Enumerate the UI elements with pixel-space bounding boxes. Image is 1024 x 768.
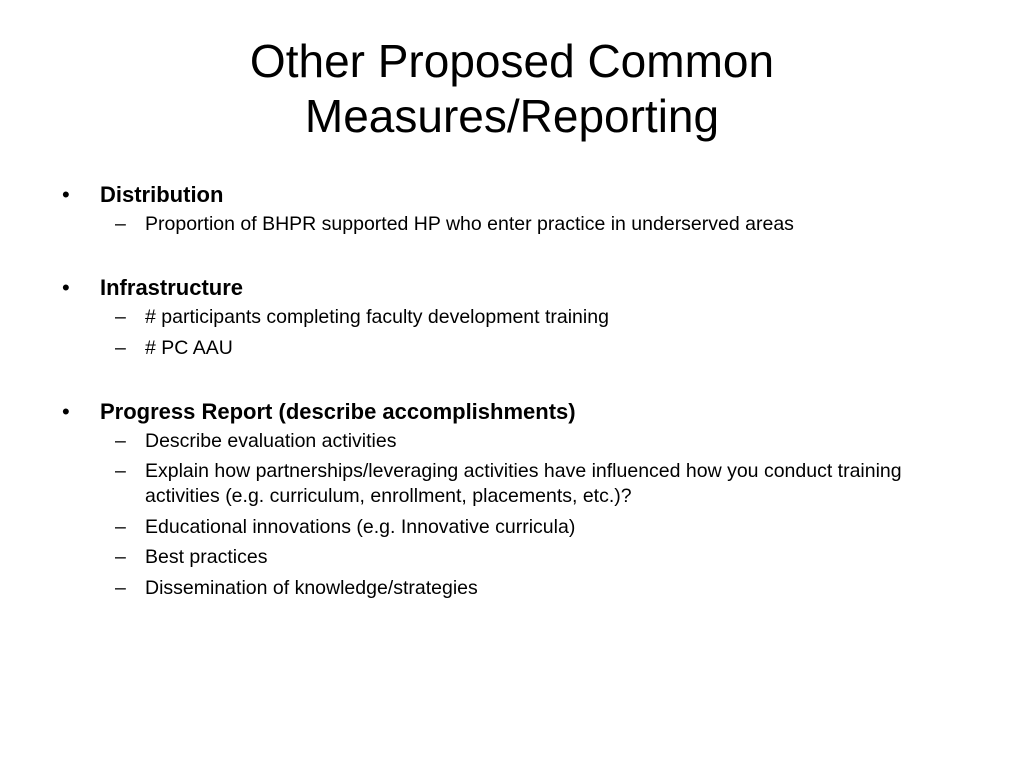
sub-list-progress-report [62,429,962,601]
list-item [62,336,962,361]
dash-icon: – [115,576,126,599]
bullet-icon: • [62,398,70,424]
dash-icon: – [115,306,126,328]
list-item [62,429,962,454]
section-heading-infrastructure: Infrastructure [100,275,244,300]
list-item-text: Describe evaluation activities [145,429,397,452]
bullet-icon: • [62,275,70,300]
slide-title [0,34,1024,144]
list-item [62,576,962,601]
title-line-2: Measures/Reporting [304,90,720,142]
dash-icon: – [115,515,126,538]
section-progress-report [62,395,962,601]
list-item-text: Explain how partnerships/leveraging activities have influenced how you conduct training activities (e.g. curriculum, enrollment, placements, etc.)? [145,460,902,507]
list-item-text: # participants completing faculty development training [145,306,609,328]
list-item [62,459,962,509]
dash-icon: – [115,213,126,235]
dash-icon: – [115,546,126,568]
list-item [62,515,962,540]
list-item [62,212,962,237]
title-line-1: Other Proposed Common [249,35,775,87]
section-heading-progress-report: Progress Report (describe accomplishments) [100,398,576,424]
list-item-text: Educational innovations (e.g. Innovative curricula) [145,515,576,538]
bullet-heading [62,178,962,212]
sub-list-infrastructure [62,305,962,361]
dash-icon: – [115,336,126,359]
bullet-heading [62,395,962,429]
bullet-icon: • [62,182,70,207]
section-infrastructure [62,271,962,361]
list-item-text: Dissemination of knowledge/strategies [145,576,478,599]
list-item [62,545,962,570]
list-item-text: Best practices [145,546,268,568]
dash-icon: – [115,429,126,452]
sub-list-distribution [62,212,962,237]
slide-content [62,178,962,606]
bullet-heading [62,271,962,305]
list-item-text: Proportion of BHPR supported HP who enter practice in underserved areas [145,213,794,235]
section-heading-distribution: Distribution [100,182,224,207]
list-item [62,305,962,330]
dash-icon: – [115,460,126,482]
section-distribution [62,178,962,237]
list-item-text: # PC AAU [145,336,233,359]
